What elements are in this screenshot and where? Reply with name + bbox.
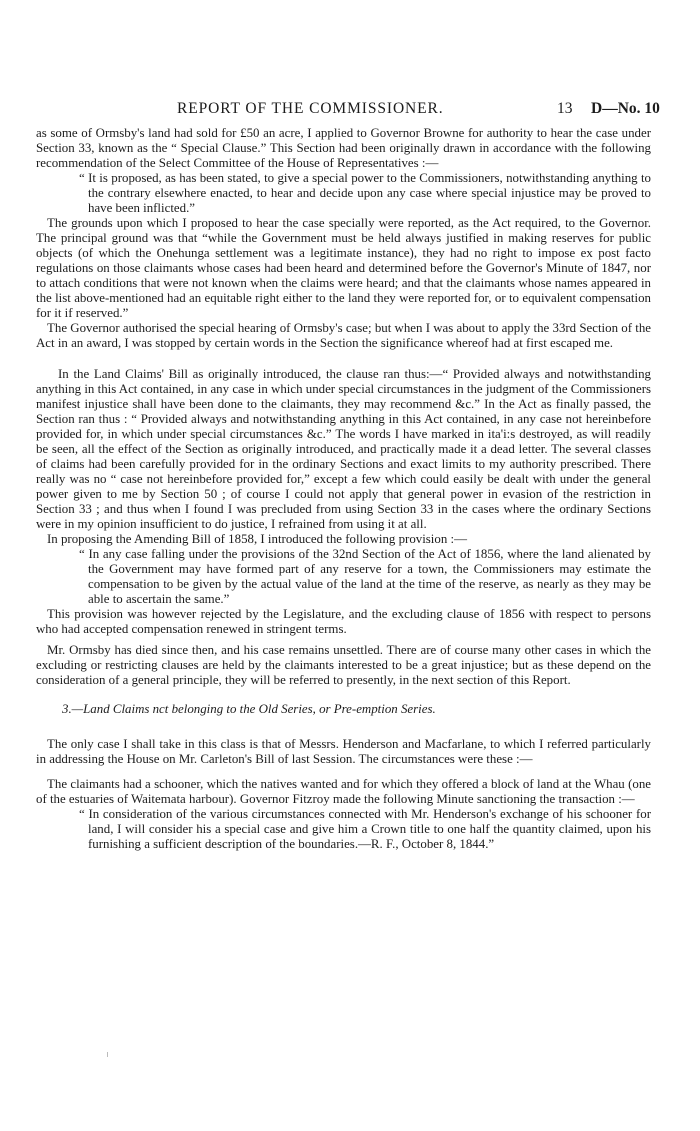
report-body — [36, 126, 651, 852]
document-number: D—No. 10 — [591, 100, 660, 117]
paragraph-8: The only case I shall take in this class is that of Messrs. Henderson and Macfarlane, to which I referred particularly in addressing the House on Mr. Carleton's Bill of last Session. The circumstances were these :— — [36, 737, 651, 766]
paragraph-1: as some of Ormsby's land had sold for £50 an acre, I applied to Governor Browne for authority to hear the case under Section 33, known as the “ Special Clause.” This Section had been originally drawn in accordance with the following recommendation of the Select Committee of the House of Representatives :— — [36, 126, 651, 170]
paragraph-5: In proposing the Amending Bill of 1858, I introduced the following provision :— — [47, 532, 467, 546]
paragraph-3: The Governor authorised the special hearing of Ormsby's case; but when I was about to apply the 33rd Section of the Act in an award, I was stopped by certain words in the Section the significance whereof had at first escaped me. — [36, 321, 651, 350]
paragraph-gap — [36, 351, 651, 367]
page-header — [30, 100, 670, 122]
paragraph-2: The grounds upon which I proposed to hear the case specially were reported, as the Act required, to the Governor. The principal ground was that “while the Government must be held always justified in making reserves for public objects (of which the Onehunga settlement was a legitimate instance), they had no right to impose ex post facto regulations on those claimants whose cases had been heard and determined before the Governor's Minute of 1847, nor to attach conditions that were not known when the claims were heard; and that the claimants whose names appeared in the list above-mentioned had an equitable right either to the land they were reported for, or to equivalent compensation for it if reserved.” — [36, 216, 651, 320]
page-number: 13 — [557, 100, 573, 117]
running-title: REPORT OF THE COMMISSIONER. — [177, 100, 444, 117]
block-quote-2: “ In any case falling under the provisions of the 32nd Section of the Act of 1856, where the land alienated by the Government may have formed part of any reserve for a town, the Commissioners may estimate the compensation to be given by the actual value of the land at the time of the reserve, as nearly as they may be able to ascertain the same.” — [79, 547, 651, 606]
print-speck — [107, 1052, 108, 1057]
block-quote-1: “ It is proposed, as has been stated, to give a special power to the Commissioners, notwithstanding anything to the contrary elsewhere enacted, to hear and decide upon any case where special injustice may be proved to have been inflicted.” — [79, 171, 651, 215]
section-heading: 3.—Land Claims nct belonging to the Old Series, or Pre-emption Series. — [62, 702, 436, 716]
paragraph-9: The claimants had a schooner, which the natives wanted and for which they offered a block of land at the Whau (one of the estuaries of Waitemata harbour). Governor Fitzroy made the following Minute sanctioning the transaction :— — [36, 777, 651, 806]
paragraph-7: Mr. Ormsby has died since then, and his case remains unsettled. There are of course many other cases in which the excluding or restricting clauses are held by the claimants interested to be a great injustice; but as these depend on the consideration of a general principle, they will be referred to presently, in the next section of this Report. — [36, 643, 651, 687]
block-quote-3: “ In consideration of the various circumstances connected with Mr. Henderson's exchange of his schooner for land, I will consider his a special case and give him a Crown title to one half the quantity claimed, upon his furnishing a sufficient description of the boundaries.—R. F., October 8, 1844.” — [79, 807, 651, 851]
paragraph-4: In the Land Claims' Bill as originally introduced, the clause ran thus:—“ Provided always and notwithstanding anything in this Act contained, in any case in which under special circumstances in the judgment of the Commissioners manifest injustice shall have been done to the claimants, they may recommend &c.” In the Act as finally passed, the Section ran thus : “ Provided always and notwithstanding anything in this Act contained, in any case not hereinbefore provided for, in which under special circumstances &c.” The words I have marked in ita'i:s destroyed, as will readily be seen, all the effect of the Section as originally introduced, and practically made it a dead letter. The several classes of claims had been carefully provided for in the ordinary Sections and exact limits to my authority prescribed. There really was no “ case not hereinbefore provided for,” except a few which could easily be dealt with under the general power given to me by Section 50 ; of course I could not apply that general power in evasion of the restriction in Section 33 ; and thus when I found I was precluded from using Section 33 in the cases where the ordinary Sections were in my opinion insufficient to do justice, I refrained from using it at all. — [36, 367, 651, 531]
paragraph-6: This provision was however rejected by the Legislature, and the excluding clause of 1856 with respect to persons who had accepted compensation renewed in stringent terms. — [36, 607, 651, 636]
